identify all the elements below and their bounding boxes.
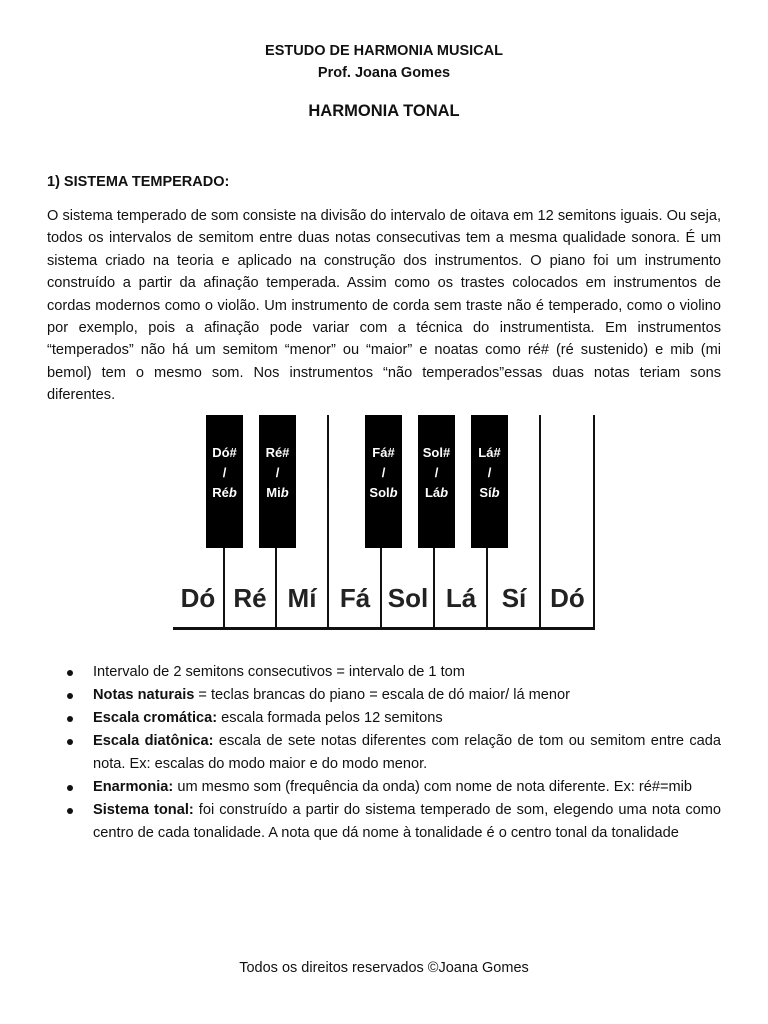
list-item: Sistema tonal: foi construído a partir do sistema temperado de som, elegendo uma nota como centro de cada tonalidade. A nota que dá nome à tonalidade é o centro tonal da tonalidade	[47, 799, 721, 845]
black-key	[365, 415, 402, 548]
bullet-icon	[67, 670, 73, 676]
list-item: Escala cromática: escala formada pelos 12 semitons	[47, 707, 721, 730]
black-key-label: Dó# / Réb	[212, 445, 237, 500]
definitions-list	[47, 661, 721, 845]
black-key-label: Lá# / Síb	[478, 445, 501, 500]
copyright-footer: Todos os direitos reservados ©Joana Gomes	[239, 960, 529, 976]
white-key-label: Sí	[501, 583, 527, 613]
white-key-label: Ré	[233, 583, 267, 613]
black-key	[418, 415, 455, 548]
chapter-title: HARMONIA TONAL	[308, 102, 460, 120]
piano-keyboard-illustration	[173, 415, 595, 630]
white-key-label: Dó	[550, 583, 585, 613]
piano-bottom-edge	[173, 627, 595, 630]
list-item: Enarmonia: um mesmo som (frequência da onda) com nome de nota diferente. Ex: ré#=mib	[47, 776, 721, 799]
list-item: Escala diatônica: escala de sete notas diferentes com relação de tom ou semitom entre cada nota. Ex: escalas do modo maior e do modo menor.	[47, 730, 721, 776]
white-key-label: Lá	[445, 583, 477, 613]
author-name: Prof. Joana Gomes	[317, 65, 451, 81]
black-key	[259, 415, 296, 548]
black-key-label: Fá# / Solb	[369, 445, 398, 500]
bullet-icon	[67, 808, 73, 814]
list-item: Intervalo de 2 semitons consecutivos = intervalo de 1 tom	[47, 661, 721, 684]
white-key-label: Mí	[287, 583, 317, 613]
section-paragraph: O sistema temperado de som consiste na divisão do intervalo de oitava em 12 semitons iguais. Ou seja, todos os intervalos de semitom entre duas notas consecutivas tem a mesma qualidade sonora. É um sistema criado na teoria e aplicado na construção dos instrumentos. O piano foi um instrumento construído a partir da afinação temperada. Assim como os trastes colocados em instrumentos de cordas modernos como o violão. Um instrumento de corda sem traste não é temperado, como o violino por exemplo, pois a afinação pode variar com a técnica do instrumentista. Em instrumentos “temperados” não há um semitom “menor” ou “maior” e noatas como ré# (ré sustenido) e mib (mi bemol) tem o mesmo som. Nos instrumentos “não temperados”essas duas notas teriam sons diferentes.	[47, 208, 721, 404]
black-key-label: Sol# / Láb	[422, 445, 451, 500]
bullet-icon	[67, 785, 73, 791]
bullet-icon	[67, 739, 73, 745]
black-key-label: Ré# / Mib	[265, 445, 290, 500]
white-key	[542, 415, 595, 628]
bullet-icon	[67, 716, 73, 722]
white-key-label: Fá	[339, 583, 371, 613]
bullet-icon	[67, 693, 73, 699]
list-item: Notas naturais = teclas brancas do piano = escala de dó maior/ lá menor	[47, 684, 721, 707]
white-key-label: Sol	[387, 583, 429, 613]
section-title: 1) SISTEMA TEMPERADO:	[47, 174, 230, 190]
black-key	[471, 415, 508, 548]
document-title: ESTUDO DE HARMONIA MUSICAL	[265, 43, 503, 59]
black-key	[206, 415, 243, 548]
white-key-label: Dó	[180, 583, 216, 613]
